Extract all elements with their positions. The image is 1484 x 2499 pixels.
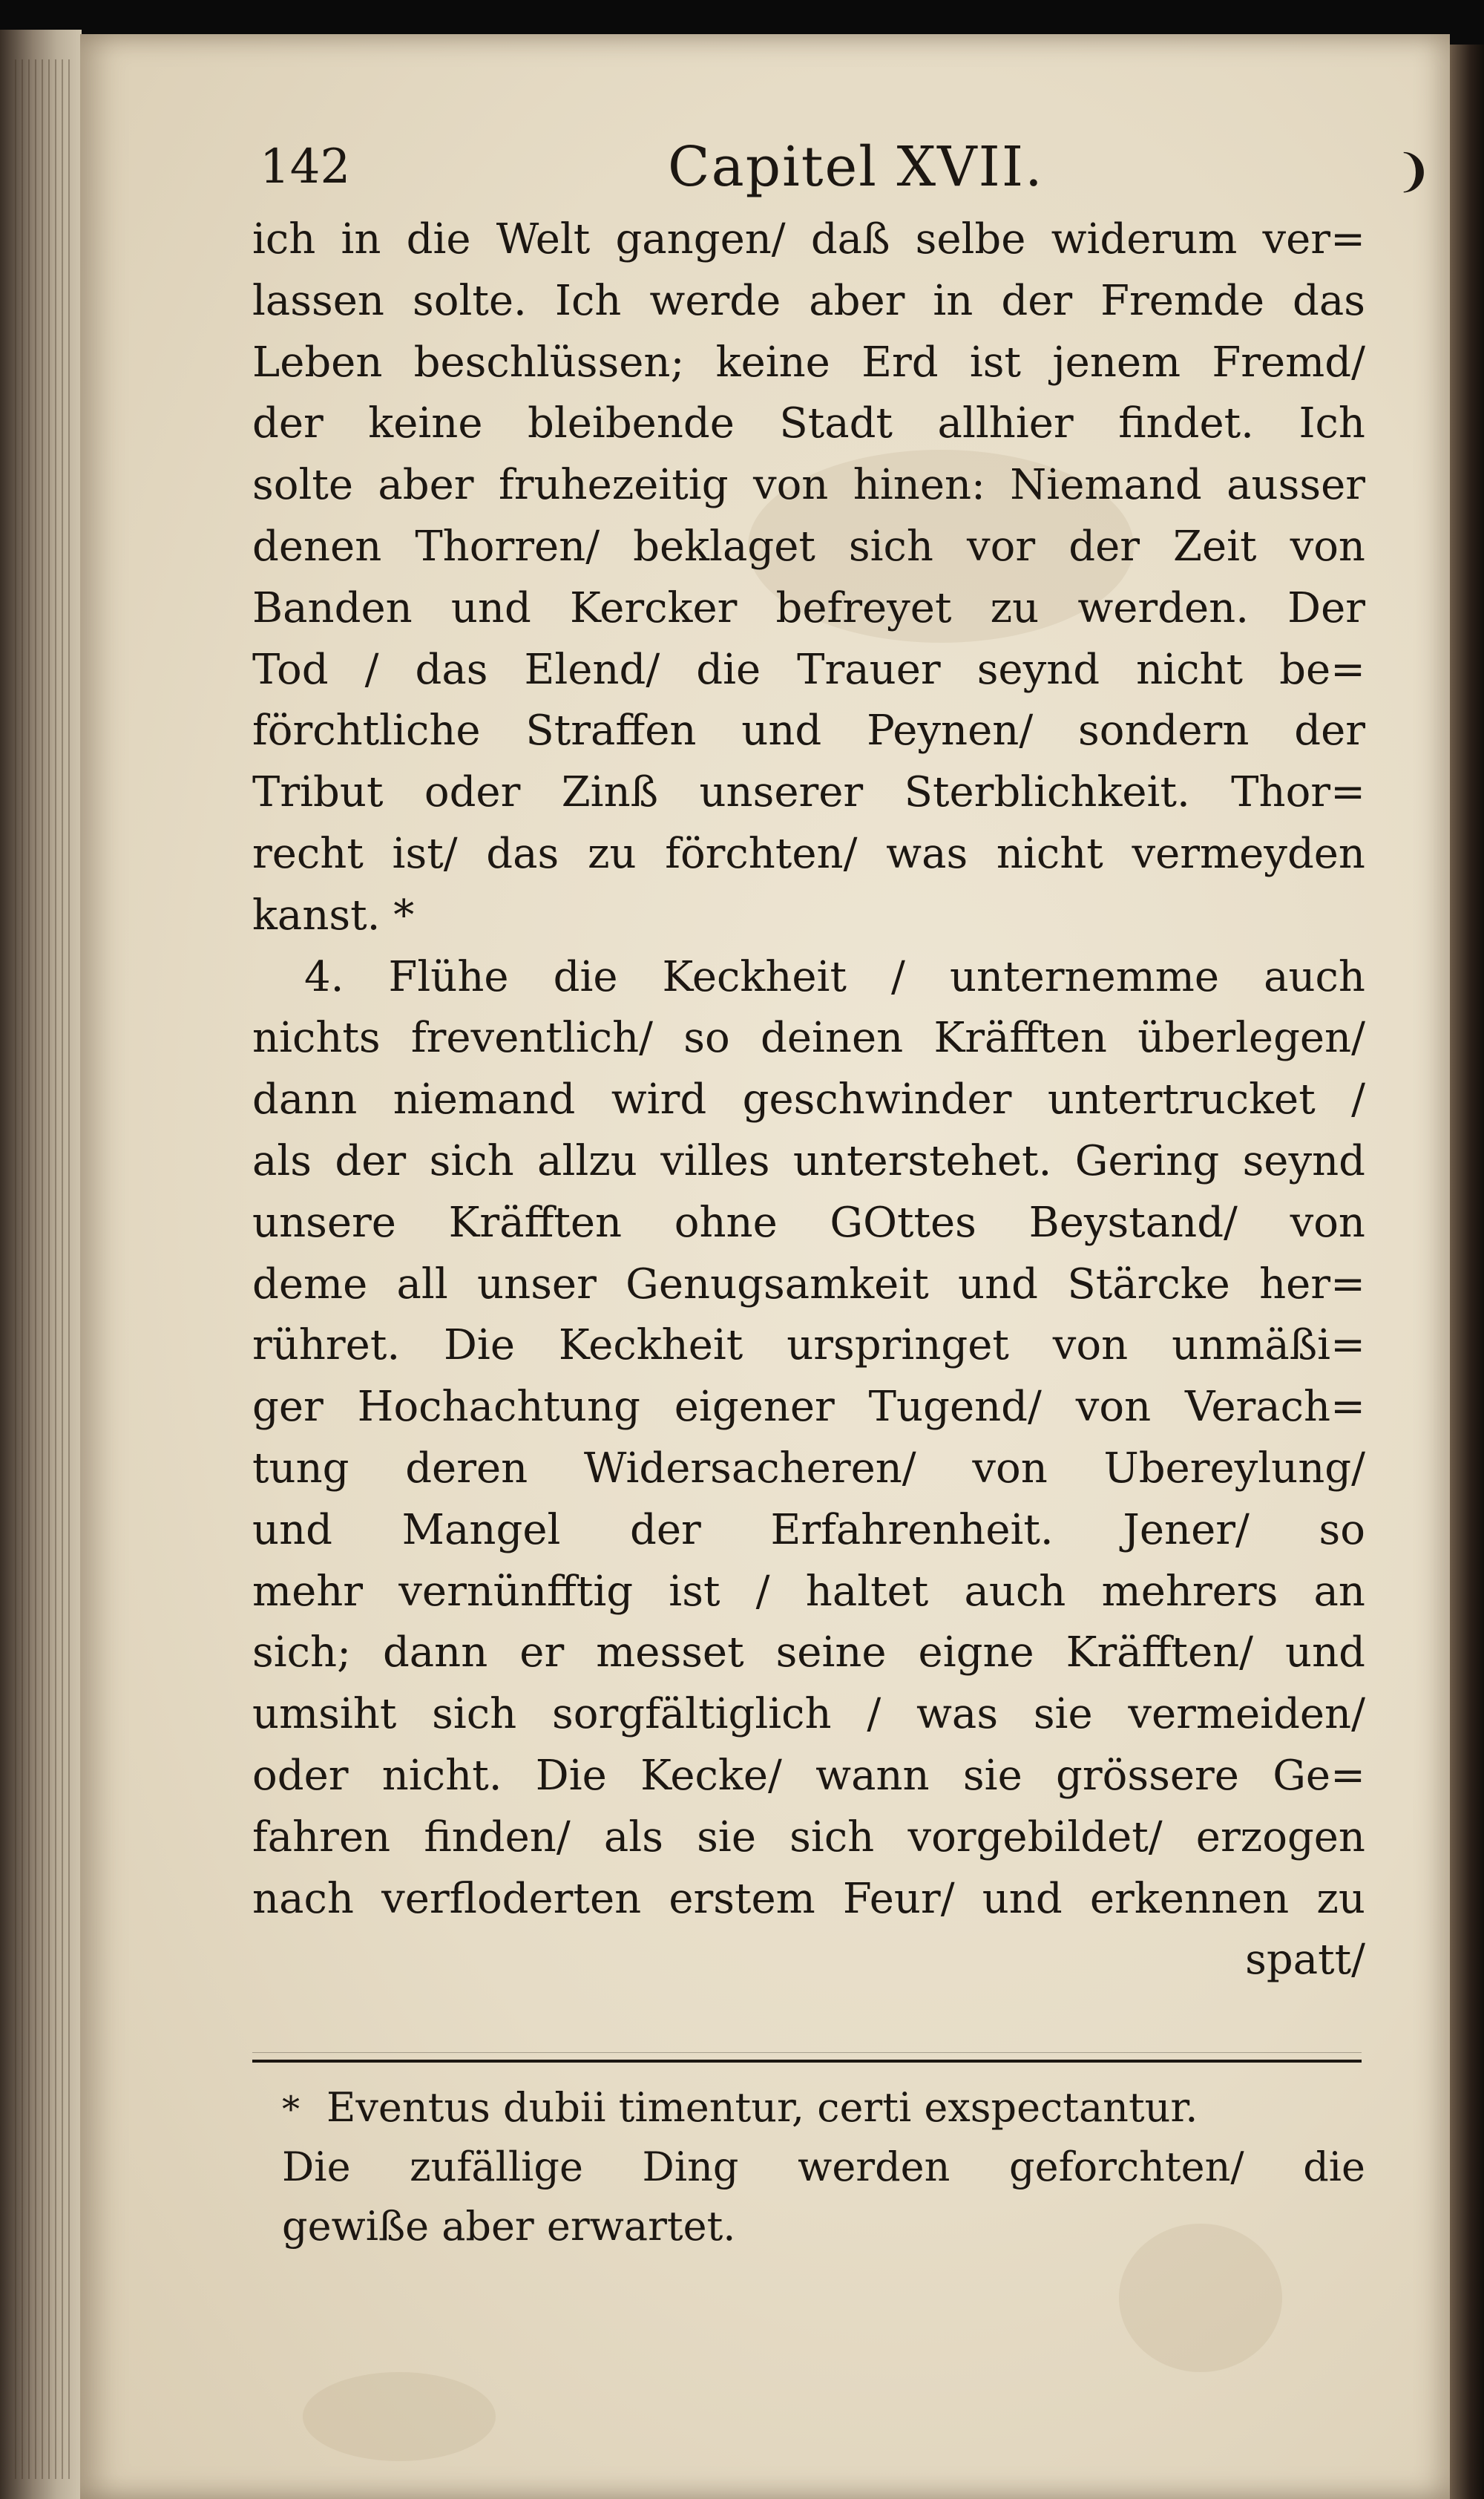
footnote-rule [252,2060,1362,2063]
text-line: als der sich allzu villes unterstehet. Gering seynd [252,1136,1365,1185]
footnote-latin-text: Eventus dubii timentur, certi exspectantur. [326,2084,1198,2131]
text-line: unsere Kräfften ohne GOttes Beystand/ von [252,1198,1365,1247]
footnote-line: Die zufällige Ding werden geforchten/ die [282,2143,1365,2190]
text-line: solte aber fruhezeitig von hinen: Niemand ausser [252,461,1365,510]
text-line: Banden und Kercker befreyet zu werden. Der [252,583,1365,632]
text-line: oder nicht. Die Kecke/ wann sie grössere Ge= [252,1751,1365,1800]
text-line: fahren finden/ als sie sich vorgebildet/ erzogen [252,1812,1365,1861]
paper-stain [303,2372,496,2461]
text-line: umsiht sich sorgfältiglich / was sie vermeiden/ [252,1690,1365,1739]
body-text [252,209,1365,1991]
corner-mark: ❩ [1395,145,1433,197]
text-line: ich in die Welt gangen/ daß selbe widerum ver= [252,215,1365,263]
footnote-marker: * [282,2089,300,2130]
book-right-edge [1450,45,1484,2499]
page-number: 142 [260,140,351,194]
footnote-rule-thin [252,2052,1362,2053]
text-line: Leben beschlüssen; keine Erd ist jenem Fremd/ [252,338,1365,387]
text-line: der keine bleibende Stadt allhier findet. Ich [252,399,1365,448]
text-line: deme all unser Genugsamkeit und Stärcke her= [252,1260,1365,1309]
text-line: mehr vernünfftig ist / haltet auch mehrers an [252,1567,1365,1616]
text-line: recht ist/ das zu förchten/ was nicht vermeyden [252,829,1365,878]
text-line: ger Hochachtung eigener Tugend/ von Verach= [252,1383,1365,1432]
footnote [282,2078,1365,2256]
text-line: lassen solte. Ich werde aber in der Fremde das [252,276,1365,325]
text-line: Tod / das Elend/ die Trauer seynd nicht be= [252,645,1365,694]
catchword: spatt/ [1245,1936,1365,1985]
text-line: dann niemand wird geschwinder untertrucket / [252,1075,1365,1124]
paragraph-start-line: 4. Flühe die Keckheit / unternemme auch [304,952,1365,1001]
page-header [260,134,1447,200]
text-line: sich; dann er messet seine eigne Kräfften/ und [252,1628,1365,1677]
text-line: nichts freventlich/ so deinen Kräfften überlegen/ [252,1014,1365,1063]
text-line: rühret. Die Keckheit urspringet von unmäßi= [252,1321,1365,1370]
book-page-edge-lines [15,59,74,2479]
text-line: denen Thorren/ beklaget sich vor der Zeit von [252,522,1365,571]
text-line: förchtliche Straffen und Peynen/ sondern der [252,707,1365,756]
footnote-line: gewiße aber erwartet. [282,2203,736,2250]
text-line: nach verfloderten erstem Feur/ und erkennen zu [252,1874,1365,1923]
text-line: tung deren Widersacheren/ von Ubereylung/ [252,1444,1365,1493]
running-head-title: Capitel XVII. [668,135,1044,199]
text-line: kanst. * [252,891,415,940]
text-line: und Mangel der Erfahrenheit. Jener/ so [252,1505,1365,1554]
text-line: Tribut oder Zinß unserer Sterblichkeit. Thor= [252,768,1365,817]
